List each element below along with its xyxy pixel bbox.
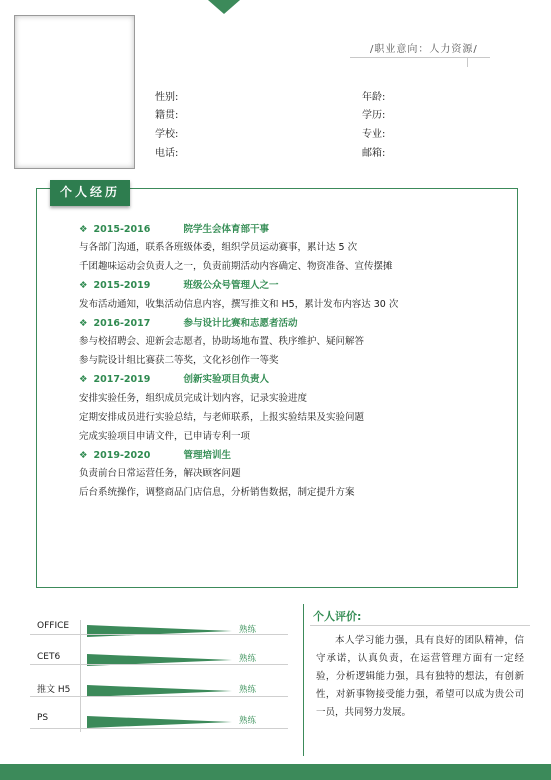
experience-role: 管理培训生 [183, 450, 232, 461]
info-phone-label: 电话: [155, 148, 179, 159]
skill-level: 熟练 [239, 716, 257, 726]
experience-period: 2015-2016 [93, 224, 151, 235]
diamond-bullet-icon: ❖ [79, 318, 88, 329]
skill-bar [87, 682, 232, 694]
info-hometown-label: 籍贯: [155, 110, 179, 121]
skill-bar-graphic [87, 625, 232, 637]
skills-divider [80, 620, 81, 732]
intention-tick [467, 57, 468, 67]
experience-detail: 发布活动通知，收集活动信息内容，撰写推文和 H5，累计发布内容达 30 次 [79, 299, 399, 310]
experience-role: 班级公众号管理人之一 [183, 280, 279, 291]
info-education-label: 学历: [362, 110, 386, 121]
info-hometown [155, 106, 178, 121]
skill-separator [30, 728, 288, 729]
experience-period: 2017-2019 [93, 374, 151, 385]
skill-bar [87, 622, 232, 634]
info-major [362, 125, 385, 140]
evaluation-underline [310, 625, 530, 626]
info-gender-label: 性别: [155, 92, 179, 103]
info-age-label: 年龄: [362, 92, 386, 103]
experience-entry-header [79, 315, 298, 329]
skill-level: 熟练 [239, 625, 257, 635]
experience-entry-header [79, 371, 269, 385]
experience-period: 2016-2017 [93, 318, 151, 329]
evaluation-title: 个人评价: [313, 610, 362, 623]
info-email [362, 144, 385, 159]
skill-label: 推文 H5 [37, 685, 71, 695]
experience-detail: 定期安排成员进行实验总结，与老师联系，上报实验结果及实验问题 [79, 412, 365, 423]
info-major-label: 专业: [362, 129, 386, 140]
job-intention: /职业意向：人力资源/ [370, 44, 478, 55]
photo-placeholder[interactable] [14, 15, 135, 169]
info-school-label: 学校: [155, 129, 179, 140]
diamond-bullet-icon: ❖ [79, 450, 88, 461]
evaluation-text: 本人学习能力强，具有良好的团队精神，信守承诺，认真负责，在运营管理方面有一定经验，分析逻辑能力强，具有独特的想法，有创新性，对新事物接受能力强，希望可以成为贵公司一员，共同努力发展。 [316, 635, 524, 718]
experience-period: 2019-2020 [93, 450, 151, 461]
info-gender [155, 88, 178, 103]
skill-label: OFFICE [37, 621, 70, 631]
experience-detail: 安排实验任务，组织成员完成计划内容，记录实验进度 [79, 393, 308, 404]
experience-detail: 参与院设计组比赛获二等奖，文化衫创作一等奖 [79, 355, 279, 366]
diamond-bullet-icon: ❖ [79, 280, 88, 291]
skill-bar [87, 713, 232, 725]
experience-entry-header [79, 277, 279, 291]
experience-detail: 负责前台日常运营任务，解决顾客问题 [79, 468, 241, 479]
skill-level: 熟练 [239, 685, 257, 695]
experience-detail: 完成实验项目申请文件，已申请专利一项 [79, 431, 251, 442]
skill-separator [30, 634, 288, 635]
skill-label: PS [37, 713, 49, 723]
experience-detail: 参与校招聘会、迎新会志愿者，协助场地布置、秩序维护、疑问解答 [79, 336, 365, 347]
skill-bar-graphic [87, 716, 232, 728]
info-education [362, 106, 385, 121]
experience-role: 院学生会体育部干事 [183, 224, 270, 235]
experience-entry-header [79, 447, 231, 461]
skill-separator [30, 664, 288, 665]
evaluation-divider [303, 604, 304, 756]
info-email-label: 邮箱: [362, 148, 386, 159]
top-decoration-tab [208, 0, 240, 14]
skill-level: 熟练 [239, 654, 257, 664]
experience-period: 2015-2019 [93, 280, 151, 291]
info-age [362, 88, 385, 103]
experience-entry-header [79, 221, 269, 235]
skill-separator [30, 696, 288, 697]
experience-detail: 后台系统操作，调整商品门店信息，分析销售数据，制定提升方案 [79, 487, 355, 498]
info-phone [155, 144, 178, 159]
diamond-bullet-icon: ❖ [79, 224, 88, 235]
experience-detail: 与各部门沟通，联系各班级体委，组织学员运动赛事，累计达 5 次 [79, 242, 358, 253]
diamond-bullet-icon: ❖ [79, 374, 88, 385]
experience-role: 参与设计比赛和志愿者活动 [183, 318, 298, 329]
bottom-band [0, 764, 551, 780]
skill-label: CET6 [37, 652, 61, 662]
intention-underline [350, 57, 490, 58]
info-school [155, 125, 178, 140]
experience-title: 个人经历 [50, 180, 130, 206]
experience-detail: 千团趣味运动会负责人之一，负责前期活动内容确定、物资准备、宣传摆摊 [79, 261, 393, 272]
experience-role: 创新实验项目负责人 [183, 374, 270, 385]
skill-bar [87, 651, 232, 663]
